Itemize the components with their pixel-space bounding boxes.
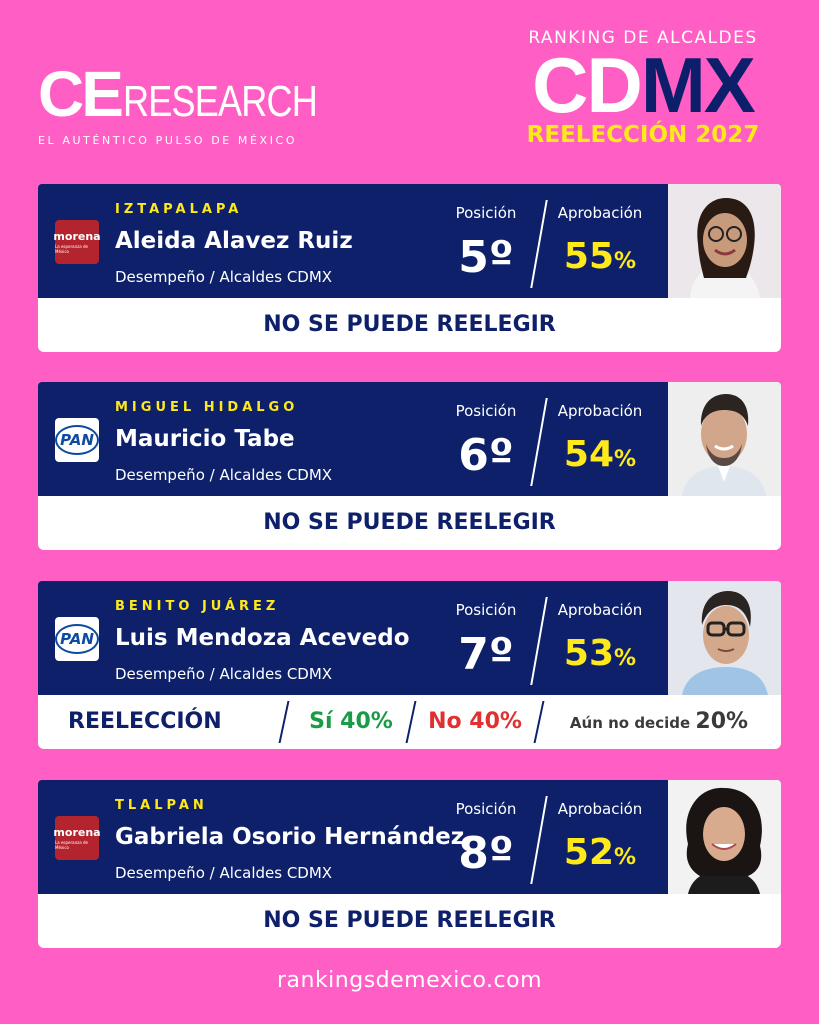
approval-percent: % (614, 447, 637, 472)
card-footer (38, 894, 781, 948)
description: Desempeño / Alcaldes CDMX (115, 864, 333, 882)
card-footer (38, 298, 781, 352)
approval-value (548, 434, 652, 475)
no-reelect-text: NO SE PUEDE REELEGIR (263, 510, 556, 535)
no-reelect-text: NO SE PUEDE REELEGIR (263, 908, 556, 933)
position-label: Posición (455, 402, 517, 420)
description: Desempeño / Alcaldes CDMX (115, 466, 333, 484)
approval-percent: % (614, 646, 637, 671)
mayor-name: Aleida Alavez Ruiz (115, 228, 353, 254)
position-value: 5º (458, 232, 514, 283)
card-header (38, 184, 781, 298)
undecided-label: Aún no decide (569, 714, 691, 732)
card-footer (38, 695, 781, 749)
brand-wordmark (38, 58, 359, 130)
undecided-value: 20% (695, 709, 749, 734)
title-block (513, 28, 773, 148)
title-cdmx (513, 41, 773, 129)
approval-number: 54 (563, 434, 615, 475)
title-subtitle: REELECCIÓN 2027 (526, 122, 760, 148)
pan-logo-icon (55, 617, 99, 661)
card-header (38, 780, 781, 894)
approval-label: Aprobación (557, 601, 643, 619)
divider (530, 796, 548, 884)
mayor-name: Gabriela Osorio Hernández (115, 824, 465, 850)
district-name: BENITO JUÁREZ (115, 599, 280, 614)
reelection-no: No 40% (428, 709, 522, 734)
district-name: MIGUEL HIDALGO (115, 400, 299, 415)
party-subtitle: La esperanza de México (55, 840, 88, 850)
mayor-name: Luis Mendoza Acevedo (115, 625, 410, 651)
no-reelect-text: NO SE PUEDE REELEGIR (263, 312, 556, 337)
separator (406, 701, 417, 743)
mayor-photo (668, 184, 781, 298)
mayor-card (38, 581, 781, 749)
title-cd: CD (532, 41, 641, 129)
brand-research: RESEARCH (122, 77, 317, 126)
approval-label: Aprobación (557, 800, 643, 818)
divider (530, 597, 548, 685)
brand-ce: CE (38, 58, 121, 130)
party-name: PAN (55, 425, 99, 455)
mayor-photo (668, 382, 781, 496)
separator (534, 701, 545, 743)
approval-percent: % (614, 845, 637, 870)
district-name: IZTAPALAPA (115, 202, 243, 217)
reelection-undecided (544, 695, 774, 749)
party-name: PAN (55, 624, 99, 654)
footer-url: rankingsdemexico.com (276, 968, 543, 993)
approval-number: 55 (563, 236, 615, 277)
mayor-card (38, 780, 781, 948)
mayor-card (38, 184, 781, 352)
brand-logo (38, 58, 359, 147)
reelection-label: REELECCIÓN (68, 709, 222, 734)
card-header (38, 581, 781, 695)
approval-percent: % (614, 249, 637, 274)
card-footer (38, 496, 781, 550)
mayor-photo (668, 780, 781, 894)
approval-value (548, 832, 652, 873)
position-value: 8º (458, 828, 514, 879)
description: Desempeño / Alcaldes CDMX (115, 665, 333, 683)
approval-number: 53 (563, 633, 615, 674)
title-mx: MX (640, 41, 754, 129)
mayor-photo (668, 581, 781, 695)
position-value: 6º (458, 430, 514, 481)
reelection-yes: Sí 40% (309, 709, 393, 734)
approval-value (548, 633, 652, 674)
title-top: RANKING DE ALCALDES (528, 28, 758, 48)
party-name: morena (53, 826, 101, 839)
separator (279, 701, 290, 743)
divider (530, 200, 548, 288)
position-value: 7º (458, 629, 514, 680)
pan-logo-icon (55, 418, 99, 462)
divider (530, 398, 548, 486)
party-name: morena (53, 230, 101, 243)
approval-value (548, 236, 652, 277)
mayor-name: Mauricio Tabe (115, 426, 295, 452)
approval-label: Aprobación (557, 402, 643, 420)
approval-label: Aprobación (557, 204, 643, 222)
position-label: Posición (455, 800, 517, 818)
card-header (38, 382, 781, 496)
approval-number: 52 (563, 832, 615, 873)
brand-tagline: EL AUTÉNTICO PULSO DE MÉXICO (38, 134, 298, 147)
party-subtitle: La esperanza de México (55, 244, 88, 254)
morena-logo-icon (55, 220, 99, 264)
position-label: Posición (455, 601, 517, 619)
district-name: TLALPAN (115, 798, 208, 813)
morena-logo-icon (55, 816, 99, 860)
description: Desempeño / Alcaldes CDMX (115, 268, 333, 286)
mayor-card (38, 382, 781, 550)
position-label: Posición (455, 204, 517, 222)
